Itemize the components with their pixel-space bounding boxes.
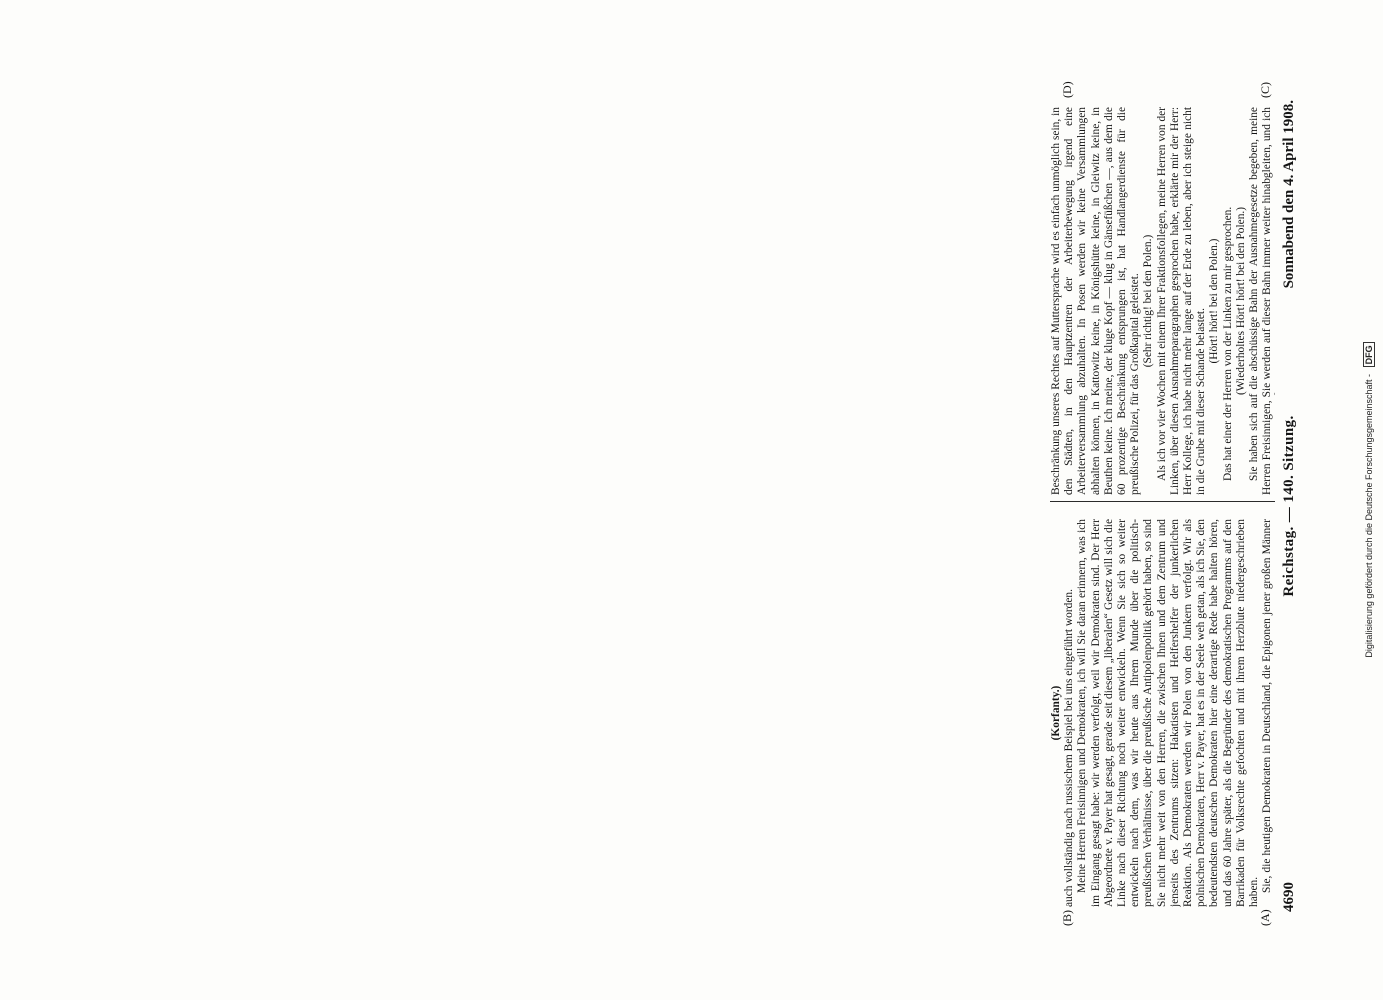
paragraph: Meine Herren Freisinnigen und Demokraten, ich will Sie daran erinnern, was ich im Eingang gesagt habe: wir werden verfolgt, weil wir Demokraten sind. Der Herr Abgeordnete v. Payer hat gesagt, gerade seit diesem „liberalen“ Gesetz will sich die Linke nach dieser Richtung noch weiter entwickeln. Wenn Sie sich so weiter entwickeln nach dem, was wir heute aus Ihrem Munde über die politisch-preußischen Verhältnisse, über die preußische Antipolenpolitik gehört haben, so sind Sie nicht mehr weit von den Herren, die zwischen Ihnen und dem Zentrum und jenseits des Zentrums sitzen: Hakatisten und Helfershelfer der junkerlichen Reaktion. Als Demokraten werden wir Polen von den Junkern verfolgt. Wir als polnischen Demokraten, Herr v. Payer, hat es in der Seele weh getan, als ich Sie, den bedeutendsten deutschen Demokraten hier eine derartige Rede habe halten hören, und das 60 Jahre später, als die Begründer des demokratischen Programms auf den Barrikaden für Volksrechte gefochten und mit ihrem Herzblute niedergeschrieben haben. xyxy=(1076,519,1261,907)
paragraph: Beschränkung unseres Rechtes auf Muttersprache wird es einfach unmöglich sein, in den Städten, in den Hauptzentren der Arbeiterbewegung irgend eine Arbeiterversammlung abzuhalten. In Posen werden wir keine Versammlungen abhalten können, in Kattowitz keine, in Königshütte keine, in Gleiwitz keine, in Beuthen keine. Ich meine, der kluge Kopf — klug in Gänsefüßchen —, aus dem die 60 prozentige Beschränkung entsprungen ist, hat Handlangerdienste für die preußische Polizei, für das Großkapital geleistet. xyxy=(1050,107,1142,495)
paragraph: Sie haben sich auf die abschüssige Bahn der Ausnahmegesetze begeben, meine Herren Freisinnigen, Sie werden auf dieser Bahn immer weiter hinabgleiten, und ich xyxy=(1248,107,1274,495)
margin-marker-b: (B) xyxy=(1060,910,1074,926)
text-column-right xyxy=(1050,107,1275,495)
paragraph: auch vollständig nach russischem Beispiel bei uns eingeführt worden. xyxy=(1063,589,1076,907)
margin-marker-a: (A) xyxy=(1258,909,1272,926)
dfg-logo: DFG xyxy=(1363,342,1375,367)
running-head-speaker: (Korfanty.) xyxy=(1050,685,1062,741)
margin-marker-d: (D) xyxy=(1060,81,1074,98)
paragraph: Sie, die heutigen Demokraten in Deutschland, die Epigonen jener großen Männer xyxy=(1261,519,1274,893)
paragraph: Das hat einer der Herren von der Linken zu mir gesprochen. xyxy=(1221,206,1234,481)
text-column-left xyxy=(1050,519,1275,907)
page-number: 4690 xyxy=(1281,882,1297,912)
digitization-credit xyxy=(1363,0,1379,1000)
margin-marker-c: (C) xyxy=(1258,82,1272,98)
interjection: (Sehr richtig! bei den Polen.) xyxy=(1142,234,1155,368)
page-title: Reichstag. — 140. Sitzung. xyxy=(1281,415,1297,597)
interjection: (Wiederholtes Hört! hört! bei den Polen.) xyxy=(1234,206,1247,396)
column-divider xyxy=(1050,501,1275,502)
interjection: (Hört! hört! bei den Polen.) xyxy=(1208,238,1221,364)
page-header xyxy=(1275,100,1309,912)
paragraph: Als ich vor vier Wochen mit einem Ihrer Fraktionsfollegen, meine Herren von der Linken, über diesen Ausnahmeparagraphen gesprochen habe, erklärte mir der Herr: Herr Kollege, ich habe nicht mehr lange auf der Erde zu leben, aber ich steige nicht in die Grube mit dieser Schande belastet. xyxy=(1155,107,1208,495)
credit-text: Digitalisierung gefördert durch die Deutsche Forschungsgemeinschaft - xyxy=(1364,373,1374,658)
session-date: Sonnabend den 4. April 1908. xyxy=(1281,100,1297,289)
